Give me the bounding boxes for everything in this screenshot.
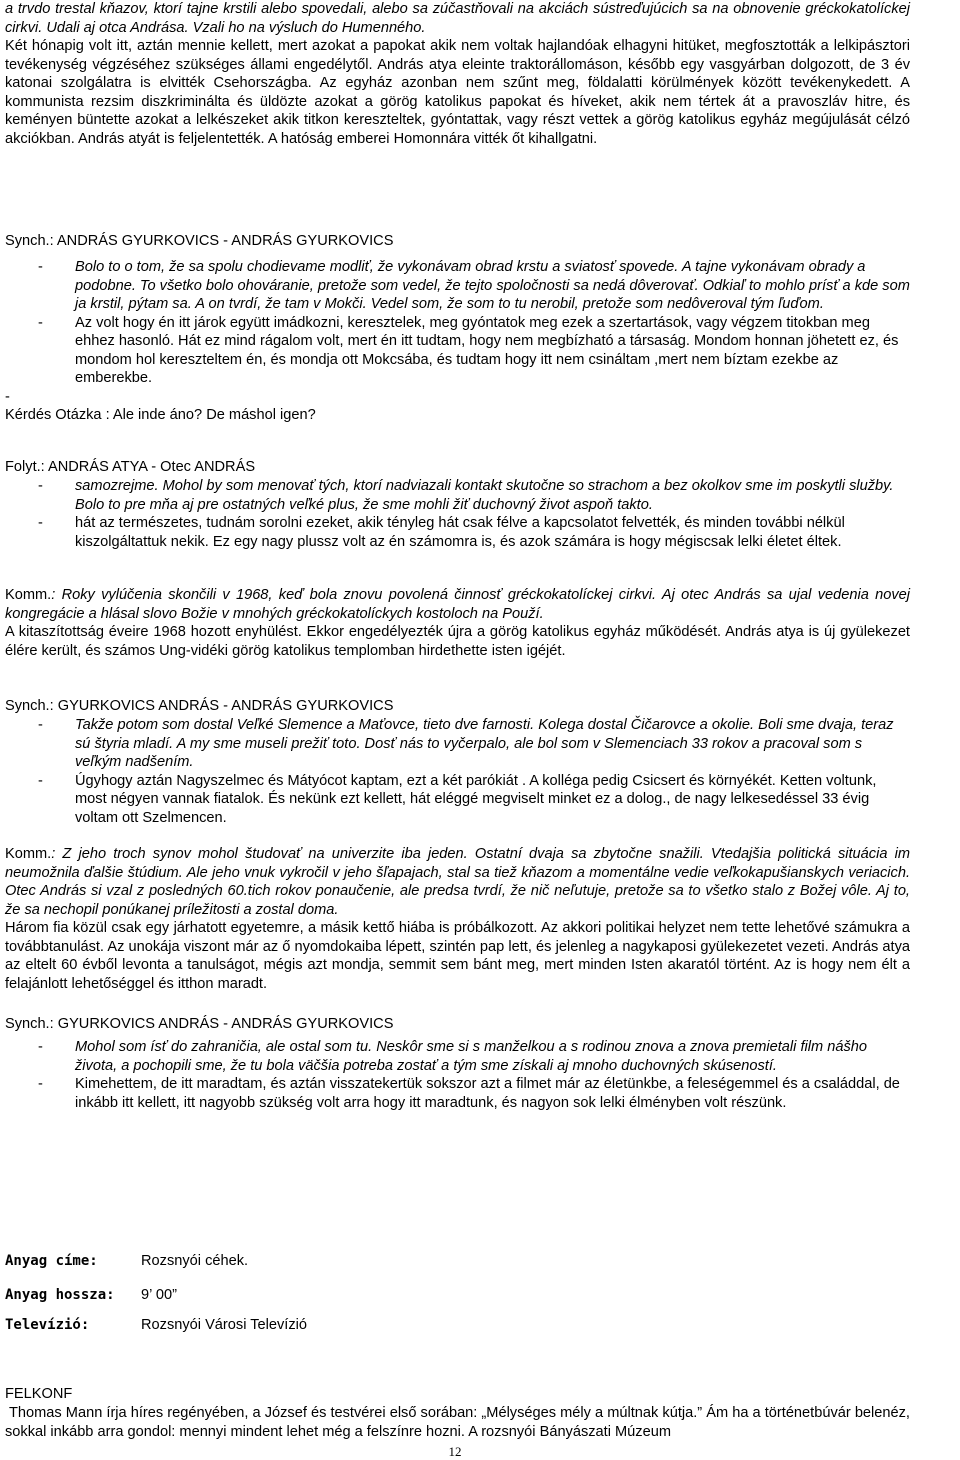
- komm-label: Komm.: [5, 846, 52, 862]
- synch-header: Synch.: GYURKOVICS ANDRÁS - ANDRÁS GYURKOVICS: [5, 698, 394, 714]
- synch-section-3: [5, 1015, 910, 1112]
- list-item: [5, 716, 910, 772]
- material-length-value: 9’ 00”: [141, 1287, 177, 1303]
- bullet-dash: -: [38, 717, 43, 733]
- felkonf-text: Thomas Mann írja híres regényében, a József és testvérei első sorában: „Mélységes mély a múltnak kútja.” Ám ha a történetbúvár belenéz, sokkal inkább arra gondol: mennyi mindent lehet még a felszínre hozni. A rozsnyói Bányászati Múzeum: [5, 1405, 910, 1440]
- list-item: [5, 772, 910, 828]
- bullet-dash: -: [38, 1039, 43, 1055]
- material-length-label: Anyag hossza:: [5, 1287, 115, 1303]
- list-item: [5, 258, 910, 314]
- material-title-value: Rozsnyói céhek.: [141, 1253, 249, 1269]
- tv-label: Televízió:: [5, 1317, 90, 1333]
- list-item: [5, 1038, 910, 1075]
- page-number: 12: [448, 1444, 462, 1459]
- synch-section-1: [5, 232, 910, 425]
- synch-list: [5, 716, 910, 827]
- bullet-dash: -: [38, 772, 43, 789]
- felkonf-header: FELKONF: [5, 1386, 73, 1402]
- folyt-section: [5, 458, 910, 551]
- synch-section-2: [5, 697, 910, 827]
- material-title-label: Anyag címe:: [5, 1253, 98, 1269]
- intro-paragraph: Két hónapig volt itt, aztán mennie kellett, mert azokat a papokat akik nem voltak hajlandóak elhagyni hitüket, megfosztották a lelkipásztori tevékenység végzéséhez szükséges állami engedélytől. András atya eleinte traktorállomáson, később egy vasgyárban dolgozott, de 3 év katonai szolgálatra is elvitték Csehországba. Az egyház azonban nem szűnt meg, földalatti körülmények között tevékenykedett. A kommunista rezsim diszkriminálta és üldözte azokat a görög katolikus papokat és híveket, akik nem tértek át a pravoszláv hitre, és keményen büntette azokat a lelkészeket akik titkon kereszteltek, gyóntattak, vagy részt vettek a görög katolikus egyház megújulását célzó akciókban. András atyát is feljelentették. A hatóság emberei Homonnára vitték őt kihallgatni.: [5, 38, 910, 147]
- item-italic-text: Takže potom som dostal Veľké Slemence a Maťovce, tieto dve farnosti. Kolega dostal Čičarovce a okolie. Boli sme dvaja, teraz sú štyria mladí. A my sme museli prežiť toto. Dosť nás to vyčerpalo, ale bol som v Slemenciach 33 rokov a pracoval som s veľkým nadšením.: [75, 717, 894, 770]
- list-item: [5, 514, 910, 551]
- material-info: [5, 1253, 705, 1343]
- list-item: [5, 477, 910, 514]
- komm-italic-paragraph: [5, 845, 910, 919]
- komm-section-2: [5, 845, 910, 993]
- item-text: Úgyhogy aztán Nagyszelmec és Mátyócot kaptam, ezt a két parókiát . A kolléga pedig Csicsert és környékét. Ketten voltunk, most négyen vannak fiatalok. És nekünk ezt kellett, hát eléggé megviselt minket ez a dolog., de nagy lelkesedéssel 33 évig voltam ott Szelmencen.: [75, 772, 877, 826]
- synch-list: [5, 1038, 910, 1112]
- folyt-list: [5, 477, 910, 551]
- item-text: Az volt hogy én itt járok együtt imádkozni, keresztelek, meg gyóntatok meg ezek a szertartások, vagy végzem titokban meg ehhez hasonló. Hát ez mind rágalom volt, mert én itt tudtam, hogy nem megbízható a társaság. Mondom honnan jöhetett ez, és mondom hol kereszteltem én, és mondja ott Mokcsába, és tudtam hogy itt nem csináltam ,mert nem bíztam ezekbe az emberekbe.: [75, 314, 899, 386]
- list-item: [5, 1075, 910, 1112]
- synch-header: Synch.: GYURKOVICS ANDRÁS - ANDRÁS GYURKOVICS: [5, 1016, 394, 1032]
- bullet-dash: -: [38, 478, 43, 494]
- list-item: [5, 314, 910, 388]
- list-item: [5, 388, 910, 407]
- bullet-dash: -: [5, 388, 10, 405]
- komm-paragraph: A kitaszítottság éveire 1968 hozott enyhülést. Ekkor engedélyezték újra a görög katolikus egyház működését. András atya is új gyülekezet élére került, és számos Ung-vidéki görög katolikus templomban hirdethette isten igéjét.: [5, 624, 910, 659]
- komm-paragraph: Három fia közül csak egy járhatott egyetemre, a másik kettő hiába is próbálkozott. Az akkori politikai helyzet nem tette lehetővé számukra a továbbtanulást. Az unokája viszont már az ő nyomdokaiba lépett, szintén pap lett, és jelenleg a nagykaposi gyülekezetet vezeti. András atya az eltelt 60 évből levonta a tanulságot, mégis azt mondja, semmit sem bánt meg, mert minden Isten akaratól történt. Az is hogy nem élt a felajánlott lehetőséggel és itthon maradt.: [5, 920, 910, 992]
- item-text: hát az természetes, tudnám sorolni ezeket, akik tényleg hát csak félve a kapcsolatot felvették, és minden további nélkül kiszolgáltattuk nekik. Ez egy nagy plussz volt az én számomra is, és azok számára is hogy mégiscsak lelki életet éltek.: [75, 515, 845, 550]
- item-italic-text: samozrejme. Mohol by som menovať tých, ktorí nadviazali kontakt skutočne so strachom a bez okolkov sme im poskytli služby. Bolo to pre mňa aj pre ostatných veľké plus, že sme mohli žiť duchovný život aspoň takto.: [75, 478, 894, 513]
- item-italic-text: Bolo to o tom, že sa spolu chodievame modliť, že vykonávam obrad krstu a sviatosť spovede. A tajne vykonávam obrady a podobne. To všetko bolo ohováranie, pretože som vedel, že tejto spoločnosti sa nedá dôverovať. Odkiaľ to mohlo prísť a kde som ja krstil, pýtam sa. A on tvrdí, že tam v Mokči. Vedel som, že som to tu nerobil, pretože som nedôveroval tým ľuďom.: [75, 259, 910, 312]
- question-line: Kérdés Otázka : Ale inde áno? De máshol igen?: [5, 407, 316, 423]
- komm-italic-text: : Z jeho troch synov mohol študovať na univerzite iba jeden. Ostatní dvaja sa zbytočne snažili. Vtedajšia politická situácia im neumožnila ďalšie štúdium. Ale jeho vnuk vykročil v jeho šľapajach, stal sa tiež kňazom a momentálne vedie veľkokapušianskych veriacich. Otec András si vzal z posledných 60.tich rokov ponaučenie, ale predsa tvrdí, že nič neľutuje, pretože sa to všetko stalo z Božej vôle. Aj to, že sa nechopil ponúkanej príležitosti a zostal doma.: [5, 846, 910, 918]
- synch-header: Synch.: ANDRÁS GYURKOVICS - ANDRÁS GYURKOVICS: [5, 233, 394, 249]
- folyt-header: Folyt.: ANDRÁS ATYA - Otec ANDRÁS: [5, 459, 256, 475]
- intro-section: [5, 0, 910, 148]
- item-text: Kimehettem, de itt maradtam, és aztán visszatekertük sokszor azt a filmet már az életünkbe, a feleségemmel és a családdal, de inkább itt kellett, itt nagyobb szükség volt arra hogy itt maradtunk, és nagyon sok lelki élményben volt részünk.: [75, 1076, 900, 1111]
- komm-italic-paragraph: [5, 586, 910, 623]
- bullet-dash: -: [38, 515, 43, 531]
- tv-value: Rozsnyói Városi Televízió: [141, 1317, 308, 1333]
- bullet-dash: -: [38, 314, 43, 331]
- bullet-dash: -: [38, 259, 43, 275]
- felkonf-section: [5, 1385, 910, 1441]
- item-italic-text: Mohol som ísť do zahraničia, ale ostal som tu. Neskôr sme si s manželkou a s rodinou znova a znova premietali film nášho života, a pochopili sme, že tu bola väčšia potreba zostať a tým sme získali aj mnoho duchovných skúseností.: [75, 1039, 867, 1074]
- komm-italic-text: : Roky vylúčenia skončili v 1968, keď bola znovu povolená činnosť gréckokatolíckej cirkvi. Aj otec András sa ujal vedenia novej kongregácie a hlásal slovo Božie v mnohých gréckokatolíckych kostoloch na Použí.: [5, 587, 910, 622]
- synch-list: [5, 258, 910, 406]
- intro-italic-text: a trvdo trestal kňazov, ktorí tajne krstili alebo spovedali, alebo sa zúčastňovali na akciách sústreďujúcich sa na obnovenie gréckokatolíckej cirkvi. Udali aj otca Andrása. Vzali ho na výsluch do Humenného.: [5, 1, 910, 36]
- komm-section-1: [5, 586, 910, 660]
- komm-label: Komm.: [5, 587, 52, 603]
- bullet-dash: -: [38, 1076, 43, 1092]
